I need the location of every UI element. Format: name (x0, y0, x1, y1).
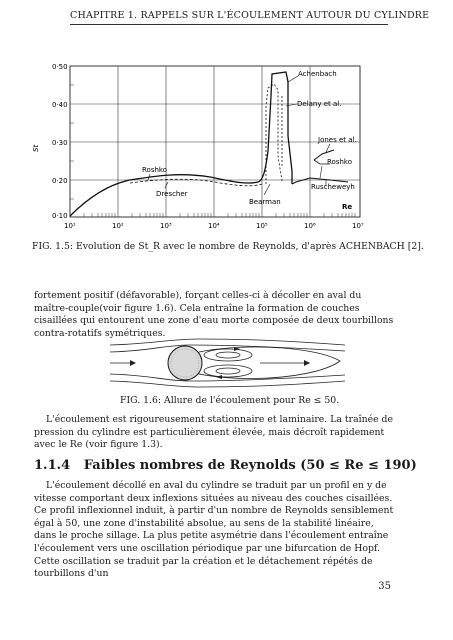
label-achenbach: Achenbach (298, 70, 337, 78)
cylinder (168, 346, 202, 380)
x-tick-2: 10² (112, 222, 124, 230)
x-tick-5: 10⁵ (256, 222, 268, 230)
figure2-caption: FIG. 1.6: Allure de l'écoulement pour Re ≤ 50. (120, 395, 340, 406)
page-number: 35 (378, 581, 391, 592)
section-heading (34, 458, 417, 473)
strouhal-reynolds-figure (30, 56, 375, 234)
paragraph-2-text: L'écoulement est rigoureusement stationnaire et laminaire. La traînée de pression du cylindre est particulièrement élevée, mais décroît rapidement avec le Re (voir figure 1.3). (34, 414, 393, 451)
vertical-gridlines (118, 66, 310, 217)
label-re: Re (342, 203, 353, 211)
label-ruscheweyh: Ruscheweyh (311, 183, 355, 191)
y-axis-label: St (32, 144, 40, 152)
horizontal-gridlines (70, 104, 360, 180)
label-roshko-left: Roshko (142, 166, 168, 174)
annotation-leaders (148, 76, 330, 195)
y-tick-030: 0·30 (52, 139, 68, 147)
roshko-curve (70, 151, 268, 216)
twin-vortices (204, 349, 310, 377)
figure1-caption: FIG. 1.5: Evolution de St_R avec le nombre de Reynolds, d'après ACHENBACH [2]. (32, 241, 424, 252)
x-tick-7: 10⁷ (352, 222, 364, 230)
y-tick-050: 0·50 (52, 63, 68, 71)
label-roshko-right: Roshko (327, 158, 353, 166)
y-tick-010: 0·10 (52, 212, 68, 220)
running-header: CHAPITRE 1. RAPPELS SUR L'ÉCOULEMENT AUTOUR DU CYLINDRE (70, 10, 430, 21)
label-bearman: Bearman (249, 198, 281, 206)
label-delany: Delany et al. (297, 100, 342, 108)
achenbach-curve (268, 72, 292, 184)
x-tick-4: 10⁴ (208, 222, 220, 230)
paragraph-1-text: fortement positif (défavorable), forçant celles-ci à décoller en aval du maître-couple(voir figure 1.6). Cela entraîne la formation de couches cisaillées qui entourent une zone d'eau morte composée de deux tourbillons contra-rotatifs symétriques. (34, 290, 394, 339)
paragraph-2 (34, 414, 394, 452)
header-rule (70, 24, 388, 25)
paragraph-1 (34, 290, 394, 340)
section-title: Faibles nombres de Reynolds (50 ≤ Re ≤ 190) (83, 458, 417, 473)
label-drescher: Drescher (156, 190, 188, 198)
section-number: 1.1.4 (34, 458, 71, 473)
plot-frame (70, 66, 360, 217)
x-tick-6: 10⁶ (304, 222, 316, 230)
paragraph-3 (34, 480, 394, 581)
cylinder-flow-figure (110, 337, 350, 389)
x-tick-3: 10³ (160, 222, 172, 230)
x-tick-1: 10¹ (64, 222, 76, 230)
y-tick-040: 0·40 (52, 101, 68, 109)
y-tick-020: 0·20 (52, 177, 68, 185)
paragraph-3-text: L'écoulement décollé en aval du cylindre se traduit par un profil en y de vitesse comportant deux inflexions situées au niveau des couches cisaillées. Ce profil inflexionnel induit, à partir d'un nombre de Reynolds sensiblement égal à 50, une zone d'instabilité absolue, au sens de la stabilité linéaire, dans le proche sillage. La plus petite asymétrie dans l'écoulement entraîne l'écoulement vers une oscillation périodique par une bifurcation de Hopf. Cette oscillation se traduit par la création et le détachement répétés de tourbillons d'un (34, 480, 394, 580)
label-jones: Jones et al. (318, 136, 357, 144)
